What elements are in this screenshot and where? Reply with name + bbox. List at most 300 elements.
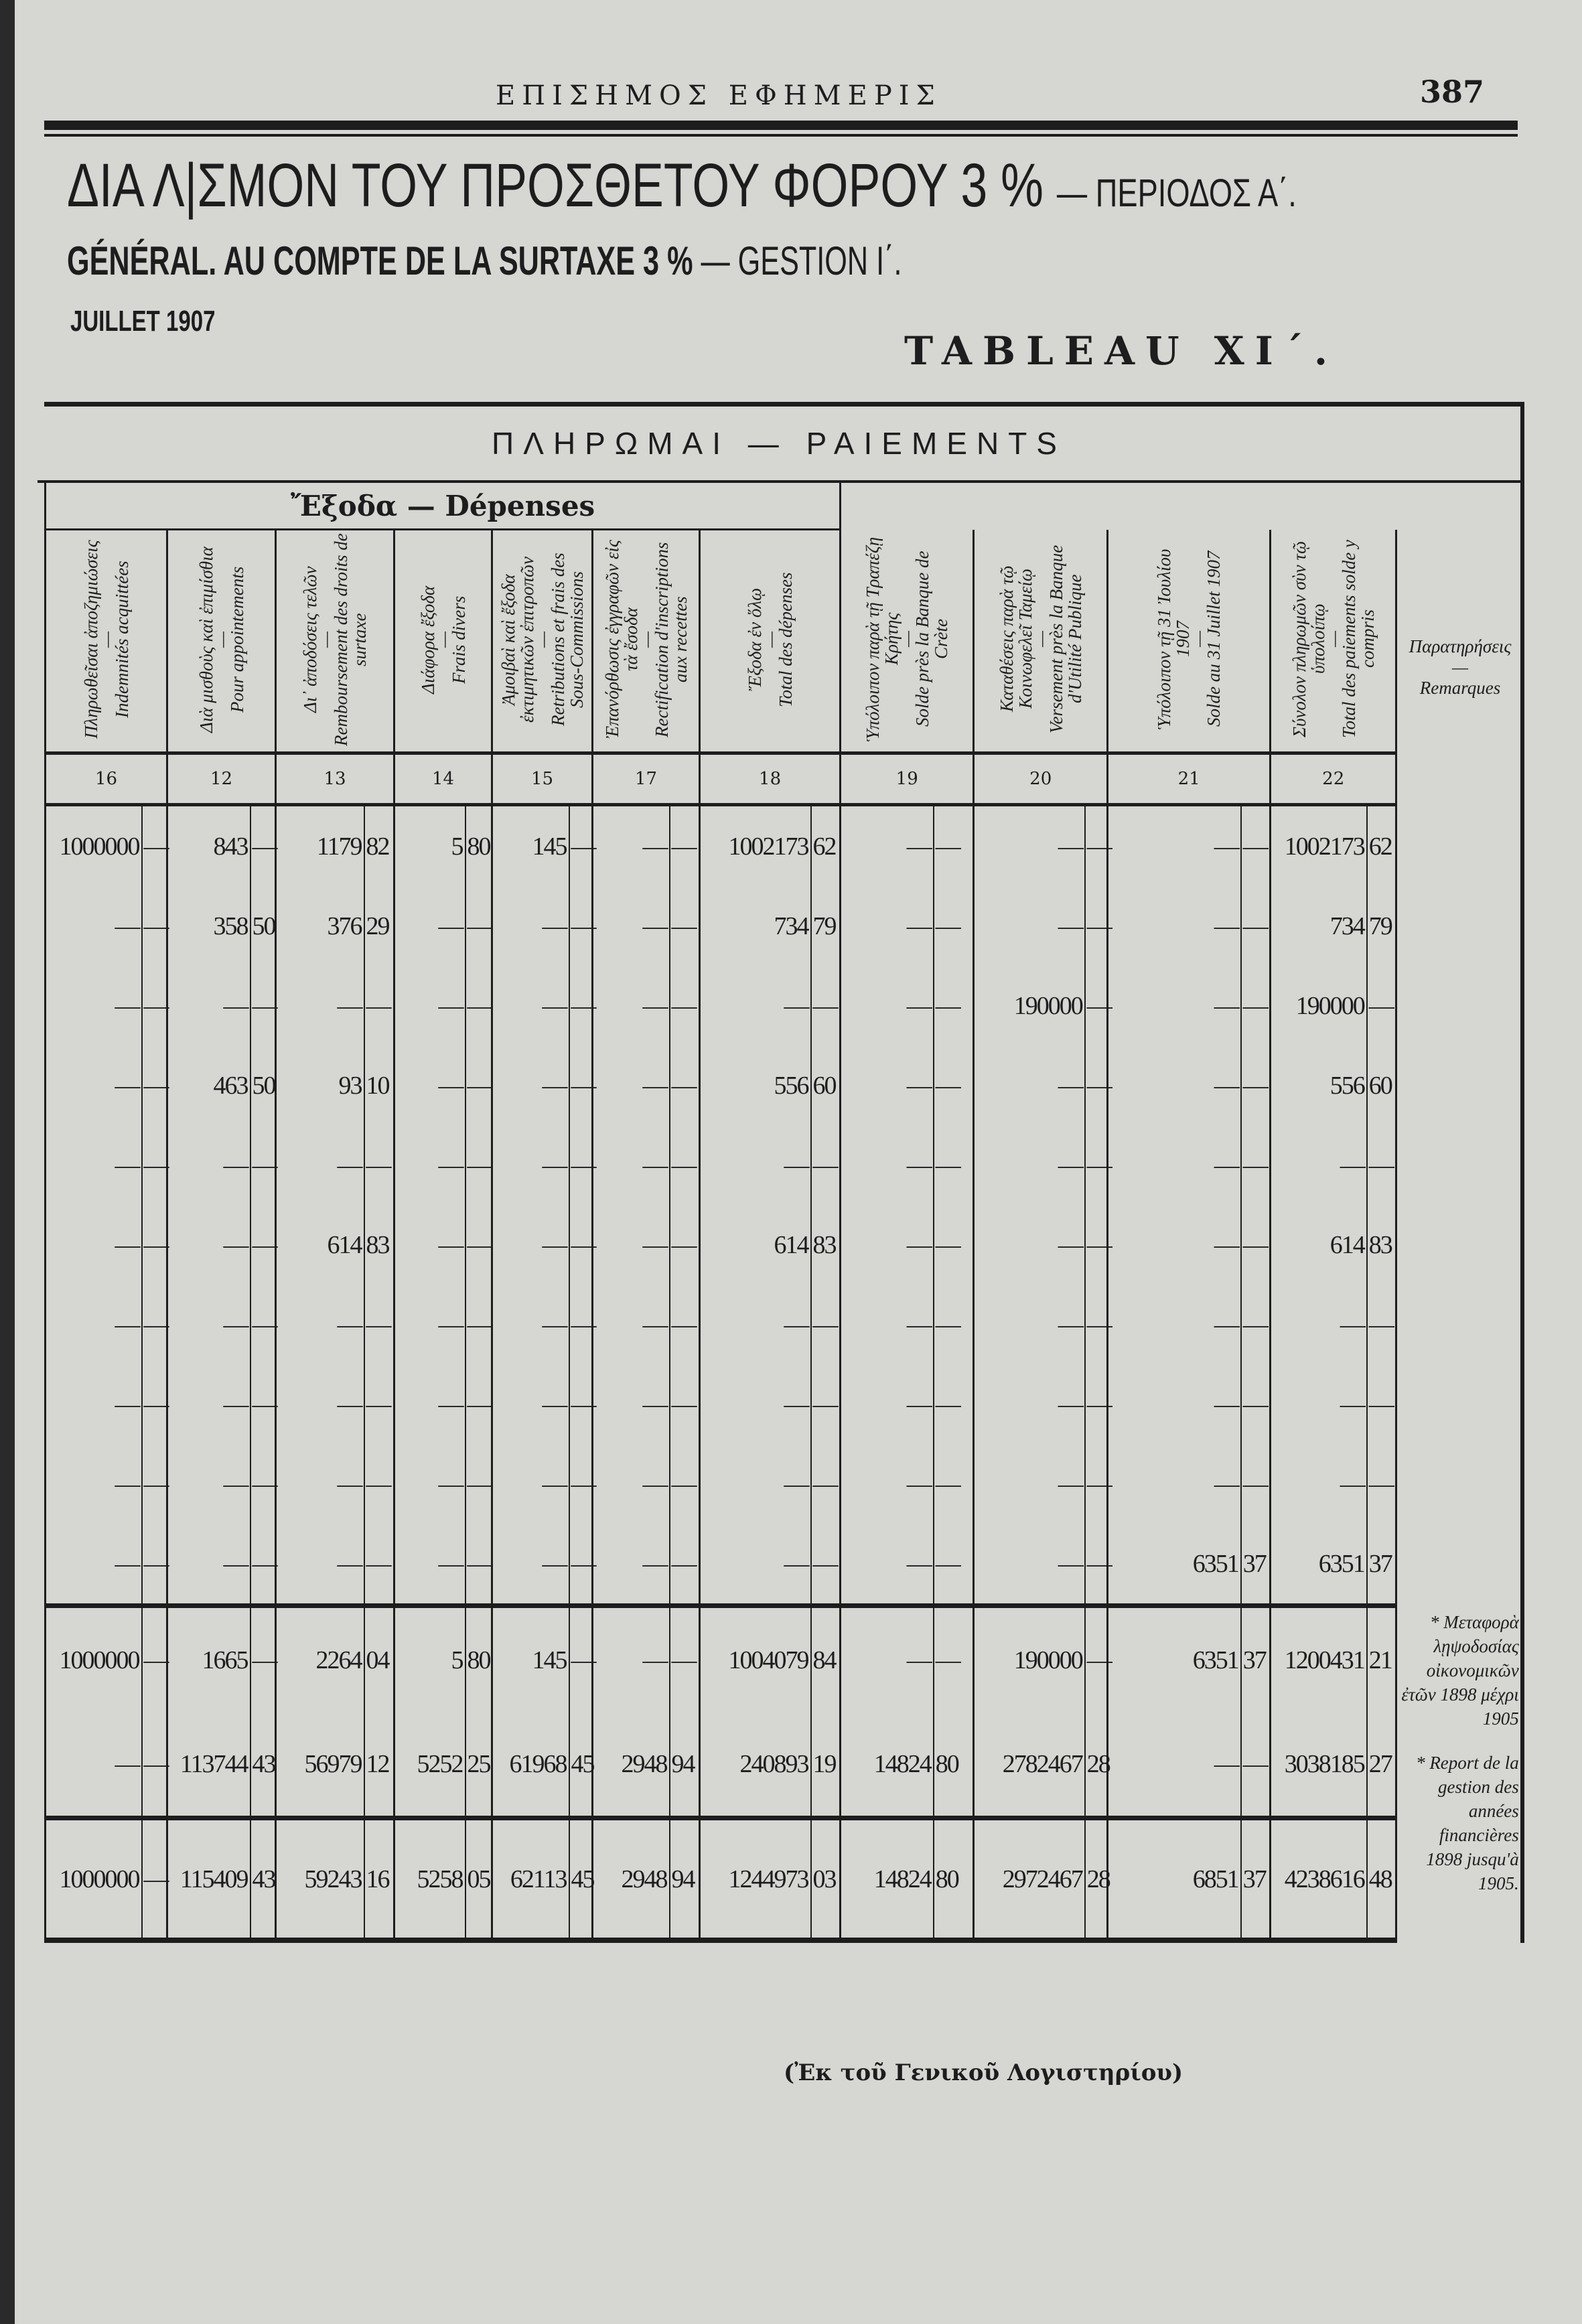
amount-drachmas: — — [394, 1045, 465, 1125]
amount-drachmas: 1179 — [276, 805, 364, 887]
column-number: 15 — [492, 753, 593, 805]
column-header-text: Καταθέσεις παρὰ τῷ Κοινωφελεῖ Ταμείῳ — Versement près la Banque d'Utilité Publique — [997, 532, 1084, 746]
column-header-20 — [974, 530, 1108, 753]
column-header-greek: Ὑπόλοιπον παρὰ τῇ Τραπέζῃ Κρήτης — [863, 536, 902, 741]
amount-cents: — — [670, 1606, 700, 1713]
amount-cents: 12 — [364, 1712, 394, 1818]
amount-drachmas: — — [276, 1524, 364, 1606]
table-row — [46, 1125, 1523, 1205]
header-rule — [44, 121, 1518, 130]
amount-cents: — — [670, 886, 700, 966]
amount-drachmas: — — [492, 1045, 569, 1125]
amount-cents: — — [250, 966, 276, 1045]
amount-cents: 62 — [1367, 805, 1396, 887]
amount-cents: 83 — [364, 1205, 394, 1285]
amount-cents: — — [934, 805, 974, 887]
amount-drachmas: 1002173 — [1271, 805, 1367, 887]
amount-drachmas: — — [700, 1125, 811, 1205]
amount-drachmas: — — [1108, 1712, 1241, 1818]
amount-cents: — — [465, 1045, 492, 1125]
amount-drachmas: — — [1108, 886, 1241, 966]
amount-cents: — — [811, 1285, 841, 1364]
amount-drachmas: — — [394, 886, 465, 966]
amount-cents: — — [934, 1606, 974, 1713]
remarks-note-greek: * Μεταφορὰ λῃψοδοσίας οἰκονομικῶν ἐτῶν 1898 μέχρι 1905 — [1401, 1611, 1519, 1729]
column-header-text: Διὰ μισθοὺς καὶ ἐπιμίσθια — Pour appointements — [197, 532, 246, 747]
amount-cents: — — [465, 1125, 492, 1205]
amount-drachmas: — — [492, 1524, 569, 1606]
amount-drachmas: — — [167, 1125, 250, 1205]
amount-drachmas: 115409 — [167, 1818, 250, 1941]
table-row — [46, 886, 1523, 966]
amount-drachmas: — — [841, 1606, 934, 1713]
amount-cents: 84 — [811, 1606, 841, 1713]
amount-cents: — — [142, 1285, 167, 1364]
amount-drachmas: 190000 — [974, 1606, 1085, 1713]
amount-cents: — — [1085, 805, 1108, 887]
amount-cents: — — [670, 1205, 700, 1285]
amount-cents: 37 — [1241, 1818, 1271, 1941]
amount-cents: — — [465, 886, 492, 966]
amount-drachmas: — — [593, 1045, 670, 1125]
amount-drachmas: — — [593, 1364, 670, 1444]
column-header-text: Ὑπόλοιπον παρὰ τῇ Τραπέζῃ Κρήτης — Solde près la Banque de Crète — [863, 532, 950, 746]
title-french — [67, 238, 902, 284]
amount-drachmas: 463 — [167, 1045, 250, 1125]
amount-drachmas: — — [46, 1364, 142, 1444]
amount-cents: — — [670, 1524, 700, 1606]
amount-drachmas: — — [167, 1444, 250, 1524]
amount-drachmas: — — [974, 1045, 1085, 1125]
amount-cents: 80 — [465, 1606, 492, 1713]
amount-drachmas: — — [974, 1125, 1085, 1205]
amount-drachmas: — — [492, 886, 569, 966]
amount-drachmas: — — [394, 1524, 465, 1606]
amount-drachmas: — — [394, 1444, 465, 1524]
amount-cents: — — [569, 1606, 593, 1713]
column-header-greek: Σύνολον πληρωμῶν σὺν τῷ ὑπολοίπῳ — [1289, 540, 1328, 737]
amount-drachmas: — — [841, 1125, 934, 1205]
amount-drachmas: — — [1271, 1444, 1367, 1524]
column-header-text: Ἔξοδα ἐν ὅλῳ — Total des dépenses — [745, 532, 795, 747]
amount-drachmas: — — [492, 1364, 569, 1444]
amount-drachmas: 56979 — [276, 1712, 364, 1818]
title-french-main: GÉNÉRAL. AU COMPTE DE LA SURTAXE 3 % — [67, 238, 693, 283]
amount-drachmas: 1665 — [167, 1606, 250, 1713]
column-header-french: Solde près la Banque de Crète — [912, 551, 952, 727]
column-header-text: Ἐπανόρθωσις ἐγγραφῶν εἰς τὰ ἔσοδα — Rectification d'inscriptions aux recettes — [603, 532, 690, 747]
amount-drachmas: — — [593, 966, 670, 1045]
amount-drachmas: — — [841, 1524, 934, 1606]
amount-drachmas: 113744 — [167, 1712, 250, 1818]
amount-drachmas: 614 — [276, 1205, 364, 1285]
amount-cents: — — [934, 1045, 974, 1125]
amount-drachmas: — — [46, 1524, 142, 1606]
column-header-french: Retributions et frais des Sous-Commissions — [547, 553, 587, 727]
amount-cents: — — [364, 966, 394, 1045]
amount-cents: 48 — [1367, 1818, 1396, 1941]
amount-cents: — — [670, 1125, 700, 1205]
amount-cents: — — [1085, 1444, 1108, 1524]
amount-cents: — — [250, 1364, 276, 1444]
page-number: 387 — [1420, 74, 1485, 110]
amount-cents: 60 — [1367, 1045, 1396, 1125]
amount-cents: 16 — [364, 1818, 394, 1941]
amount-drachmas: — — [492, 1444, 569, 1524]
amount-cents: 83 — [811, 1205, 841, 1285]
amount-drachmas: — — [841, 1205, 934, 1285]
amount-drachmas: — — [167, 1364, 250, 1444]
running-title: ΕΠΙΣΗΜΟΣ ΕΦΗΜΕΡΙΣ — [496, 80, 942, 111]
amount-drachmas: — — [276, 1125, 364, 1205]
amount-drachmas: — — [593, 1205, 670, 1285]
amount-cents: — — [569, 1285, 593, 1364]
amount-cents: — — [142, 1364, 167, 1444]
column-number: 17 — [593, 753, 700, 805]
amount-drachmas: — — [700, 1285, 811, 1364]
header-rule-thin — [44, 134, 1518, 137]
amount-cents: — — [934, 1444, 974, 1524]
amount-drachmas: — — [841, 805, 934, 887]
amount-cents: — — [811, 1524, 841, 1606]
amount-cents: — — [250, 1205, 276, 1285]
column-header-french: Rectification d'inscriptions aux recettes — [651, 542, 691, 737]
amount-cents: — — [250, 1125, 276, 1205]
amount-cents: 79 — [1367, 886, 1396, 966]
amount-cents: — — [142, 805, 167, 887]
amount-cents: — — [670, 805, 700, 887]
total-row — [46, 1818, 1523, 1941]
column-number: 22 — [1271, 753, 1396, 805]
amount-cents: — — [1085, 1606, 1108, 1713]
column-header-french: Solde au 31 Juillet 1907 — [1204, 551, 1224, 727]
amount-cents: 21 — [1367, 1606, 1396, 1713]
amount-drachmas: — — [46, 1285, 142, 1364]
amount-cents: 50 — [250, 1045, 276, 1125]
amount-cents: — — [670, 1285, 700, 1364]
amount-drachmas: — — [841, 1285, 934, 1364]
amount-drachmas: — — [700, 966, 811, 1045]
amount-cents: — — [670, 1045, 700, 1125]
amount-drachmas: — — [46, 966, 142, 1045]
title-greek — [67, 151, 1297, 221]
amount-drachmas: — — [46, 1125, 142, 1205]
column-header-14 — [394, 530, 492, 753]
amount-cents: — — [465, 1444, 492, 1524]
amount-drachmas: 6351 — [1271, 1524, 1367, 1606]
payments-grid — [44, 483, 1523, 1943]
column-number: 18 — [700, 753, 841, 805]
amount-drachmas: 614 — [700, 1205, 811, 1285]
amount-drachmas: — — [700, 1364, 811, 1444]
amount-cents: — — [142, 966, 167, 1045]
amount-drachmas: — — [46, 1712, 142, 1818]
amount-drachmas: 1000000 — [46, 1606, 142, 1713]
remarks-note-french: * Report de la gestion des années financières 1898 jusqu'à 1905. — [1416, 1752, 1519, 1893]
amount-cents: — — [250, 1444, 276, 1524]
amount-cents: — — [811, 1364, 841, 1444]
amount-drachmas: 1244973 — [700, 1818, 811, 1941]
amount-drachmas: — — [841, 886, 934, 966]
column-header-french: Frais divers — [448, 595, 469, 684]
amount-cents: — — [1241, 1712, 1271, 1818]
amount-drachmas: 843 — [167, 805, 250, 887]
amount-cents: — — [569, 886, 593, 966]
table-row — [46, 805, 1523, 887]
column-header-french: Versement près la Banque d'Utilité Publique — [1046, 544, 1085, 733]
amount-drachmas: 556 — [700, 1045, 811, 1125]
amount-cents: — — [1085, 1285, 1108, 1364]
amount-cents: — — [142, 886, 167, 966]
amount-cents: — — [934, 886, 974, 966]
column-header-text: Ἀμοιβαὶ καὶ ἔξοδα ἐκτιμητικῶν ἐπιτροπῶν — Retributions et frais des Sous-Commissions — [499, 532, 586, 747]
amount-cents: — — [1085, 1524, 1108, 1606]
amount-drachmas: — — [841, 1045, 934, 1125]
amount-drachmas: — — [394, 1125, 465, 1205]
amount-cents: — — [1367, 966, 1396, 1045]
amount-cents: — — [1085, 886, 1108, 966]
amount-cents: — — [811, 1125, 841, 1205]
amount-drachmas: — — [593, 1125, 670, 1205]
amount-drachmas: 734 — [1271, 886, 1367, 966]
table-row — [46, 1444, 1523, 1524]
table-row — [46, 1205, 1523, 1285]
amount-cents: — — [465, 1524, 492, 1606]
amount-drachmas: — — [974, 1285, 1085, 1364]
amount-drachmas: — — [394, 966, 465, 1045]
tableau-label: TABLEAU XI΄. — [904, 328, 1339, 374]
amount-cents: 45 — [569, 1712, 593, 1818]
column-header-greek: Καταθέσεις παρὰ τῷ Κοινωφελεῖ Ταμείῳ — [996, 565, 1035, 713]
amount-drachmas: — — [1271, 1285, 1367, 1364]
amount-cents: — — [142, 1045, 167, 1125]
column-header-text: Πληρωθεῖσαι ἀποζημιώσεις — Indemnités acquittées — [82, 532, 131, 747]
amount-drachmas: — — [841, 966, 934, 1045]
column-header-17 — [593, 530, 700, 753]
amount-cents: — — [670, 966, 700, 1045]
remarks-header-french: Remarques — [1419, 677, 1501, 698]
amount-drachmas: 190000 — [974, 966, 1085, 1045]
column-header-18 — [700, 530, 841, 753]
amount-drachmas: 6851 — [1108, 1818, 1241, 1941]
title-greek-period: — ΠΕΡΙΟΔΟΣ Α΄. — [1056, 171, 1297, 215]
amount-cents: — — [1367, 1125, 1396, 1205]
amount-drachmas: 1004079 — [700, 1606, 811, 1713]
amount-cents: 27 — [1367, 1712, 1396, 1818]
amount-drachmas: 6351 — [1108, 1606, 1241, 1713]
amount-drachmas: — — [1108, 1205, 1241, 1285]
amount-drachmas: — — [167, 1285, 250, 1364]
amount-drachmas: — — [167, 1205, 250, 1285]
amount-cents: 37 — [1241, 1524, 1271, 1606]
amount-cents: — — [364, 1285, 394, 1364]
amount-cents: 60 — [811, 1045, 841, 1125]
column-header-16 — [46, 530, 167, 753]
amount-cents: — — [569, 1045, 593, 1125]
amount-drachmas: 5 — [394, 1606, 465, 1713]
scan-edge — [0, 0, 15, 2324]
amount-drachmas: 93 — [276, 1045, 364, 1125]
amount-cents: — — [1241, 1205, 1271, 1285]
amount-cents: — — [670, 1444, 700, 1524]
amount-cents: — — [1241, 1125, 1271, 1205]
column-header-19 — [841, 530, 974, 753]
amount-cents: — — [364, 1524, 394, 1606]
amount-drachmas: — — [1108, 805, 1241, 887]
table-row — [46, 1045, 1523, 1125]
amount-drachmas: — — [1108, 1364, 1241, 1444]
amount-drachmas: — — [276, 1444, 364, 1524]
remarks-cell-empty — [1396, 805, 1523, 1606]
amount-cents: — — [1241, 1285, 1271, 1364]
amount-cents: 62 — [811, 805, 841, 887]
column-header-21 — [1108, 530, 1271, 753]
table-row — [46, 1524, 1523, 1606]
column-header-greek: Πληρωθεῖσαι ἀποζημιώσεις — [80, 540, 101, 739]
column-number: 20 — [974, 753, 1108, 805]
amount-cents: — — [811, 1444, 841, 1524]
amount-drachmas: 59243 — [276, 1818, 364, 1941]
amount-drachmas: — — [841, 1444, 934, 1524]
amount-cents: 28 — [1085, 1818, 1108, 1941]
amount-drachmas: — — [46, 1045, 142, 1125]
amount-drachmas: 5258 — [394, 1818, 465, 1941]
subtotal-row — [46, 1712, 1523, 1818]
amount-drachmas: — — [492, 966, 569, 1045]
amount-drachmas: 734 — [700, 886, 811, 966]
amount-cents: 79 — [811, 886, 841, 966]
amount-cents: 80 — [934, 1818, 974, 1941]
amount-cents: 83 — [1367, 1205, 1396, 1285]
amount-cents: — — [142, 1606, 167, 1713]
amount-cents: — — [142, 1524, 167, 1606]
amount-drachmas: — — [1108, 1125, 1241, 1205]
amount-cents: 43 — [250, 1818, 276, 1941]
amount-drachmas: — — [1271, 1364, 1367, 1444]
column-header-greek: Δι᾽ ἀποδόσεις τελῶν — [300, 566, 320, 713]
section-title: ΠΛΗΡΩΜΑΙ — PAIEMENTS — [38, 407, 1520, 483]
amount-drachmas: — — [276, 1364, 364, 1444]
table-row — [46, 1285, 1523, 1364]
column-header-greek: Ἀμοιβαὶ καὶ ἔξοδα ἐκτιμητικῶν ἐπιτροπῶν — [498, 557, 537, 723]
table-row — [46, 1364, 1523, 1444]
amount-cents: — — [934, 966, 974, 1045]
amount-cents: — — [142, 1205, 167, 1285]
amount-drachmas: — — [700, 1524, 811, 1606]
amount-cents: 45 — [569, 1818, 593, 1941]
remarks-note — [1396, 1606, 1523, 1941]
amount-drachmas: 614 — [1271, 1205, 1367, 1285]
subtotal-row — [46, 1606, 1523, 1713]
amount-cents: — — [1367, 1444, 1396, 1524]
amount-cents: 05 — [465, 1818, 492, 1941]
column-number: 16 — [46, 753, 167, 805]
amount-cents: — — [1241, 966, 1271, 1045]
column-number: 19 — [841, 753, 974, 805]
amount-cents: 37 — [1241, 1606, 1271, 1713]
amount-drachmas: — — [1108, 1045, 1241, 1125]
column-header-13 — [276, 530, 394, 753]
amount-drachmas: 14824 — [841, 1712, 934, 1818]
amount-drachmas: 358 — [167, 886, 250, 966]
amount-cents: — — [569, 1205, 593, 1285]
amount-cents: — — [569, 1444, 593, 1524]
amount-drachmas: — — [394, 1285, 465, 1364]
amount-cents: — — [364, 1444, 394, 1524]
amount-cents: — — [1241, 1045, 1271, 1125]
amount-drachmas: 2948 — [593, 1818, 670, 1941]
amount-drachmas: — — [492, 1125, 569, 1205]
column-header-22 — [1271, 530, 1396, 753]
amount-drachmas: 1002173 — [700, 805, 811, 887]
amount-cents: 50 — [250, 886, 276, 966]
amount-drachmas: — — [1108, 1444, 1241, 1524]
amount-drachmas: — — [974, 886, 1085, 966]
amount-drachmas: — — [593, 1606, 670, 1713]
column-header-french: Pour appointements — [226, 566, 247, 713]
amount-drachmas: — — [394, 1364, 465, 1444]
amount-cents: — — [142, 1444, 167, 1524]
amount-cents: — — [569, 1364, 593, 1444]
amount-drachmas: — — [974, 1524, 1085, 1606]
amount-cents: — — [934, 1205, 974, 1285]
amount-drachmas: 376 — [276, 886, 364, 966]
amount-cents: — — [811, 966, 841, 1045]
amount-cents: — — [934, 1364, 974, 1444]
amount-drachmas: — — [593, 886, 670, 966]
title-greek-main: ΔΙΑ Λ|ΣΜΟΝ ΤΟΥ ΠΡΟΣΘΕΤΟΥ ΦΟΡΟΥ 3 % — [67, 151, 1044, 220]
amount-drachmas: — — [492, 1205, 569, 1285]
amount-drachmas: 5 — [394, 805, 465, 887]
amount-drachmas: 2972467 — [974, 1818, 1085, 1941]
amount-cents: 19 — [811, 1712, 841, 1818]
amount-cents: — — [934, 1125, 974, 1205]
column-header-greek: Διὰ μισθοὺς καὶ ἐπιμίσθια — [196, 547, 216, 733]
amount-cents: 25 — [465, 1712, 492, 1818]
amount-cents: — — [250, 805, 276, 887]
amount-cents: — — [1085, 1045, 1108, 1125]
amount-cents: — — [934, 1285, 974, 1364]
amount-drachmas: — — [1108, 1285, 1241, 1364]
column-header-french: Total des paiements solde y compris — [1338, 540, 1378, 739]
amount-cents: — — [250, 1285, 276, 1364]
amount-drachmas: — — [974, 805, 1085, 887]
amount-drachmas: — — [593, 1285, 670, 1364]
amount-cents: — — [1367, 1364, 1396, 1444]
amount-drachmas: — — [167, 966, 250, 1045]
amount-cents: — — [142, 1712, 167, 1818]
amount-cents: 37 — [1367, 1524, 1396, 1606]
remarks-header-greek: Παρατηρήσεις — [1409, 636, 1512, 656]
column-header-text: Ὑπόλοιπον τῇ 31 Ἰουλίου 1907 — Solde au 31 Juillet 1907 — [1155, 532, 1223, 746]
column-number: 14 — [394, 753, 492, 805]
header-spacer — [841, 483, 1523, 530]
amount-drachmas: 5252 — [394, 1712, 465, 1818]
title-french-gestion: — GESTION Ι΄. — [701, 238, 902, 283]
amount-drachmas: — — [974, 1364, 1085, 1444]
amount-cents: — — [142, 1125, 167, 1205]
amount-drachmas: 2948 — [593, 1712, 670, 1818]
amount-drachmas: — — [700, 1444, 811, 1524]
amount-drachmas: 145 — [492, 1606, 569, 1713]
amount-drachmas: — — [276, 966, 364, 1045]
amount-cents: — — [364, 1125, 394, 1205]
amount-cents: — — [670, 1364, 700, 1444]
amount-cents: — — [1085, 966, 1108, 1045]
amount-cents: 80 — [934, 1712, 974, 1818]
amount-drachmas: — — [492, 1285, 569, 1364]
amount-drachmas: 61968 — [492, 1712, 569, 1818]
